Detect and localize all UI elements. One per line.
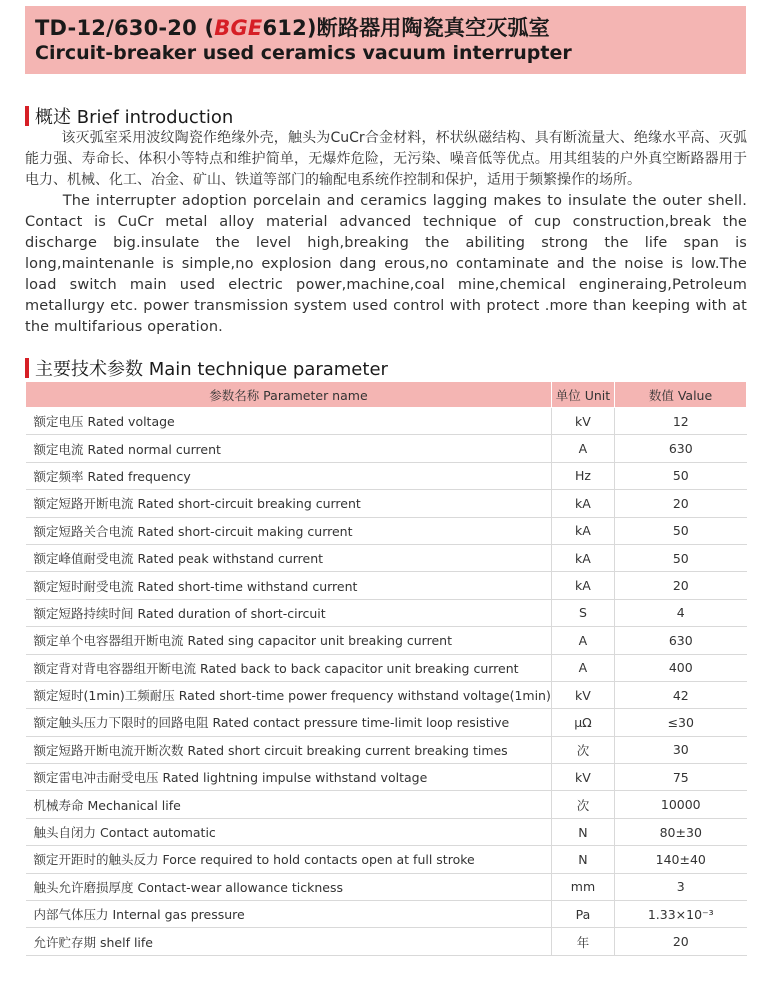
param-value-cell: 50 [615,544,747,571]
table-row [26,681,747,708]
table-row [26,572,747,599]
param-name-cell: 额定背对背电容器组开断电流 Rated back to back capacitor unit breaking current [26,654,552,681]
param-name-cell: 机械寿命 Mechanical life [26,791,552,818]
table-row [26,490,747,517]
param-unit-cell: Pa [551,901,614,928]
param-value-cell: 50 [615,517,747,544]
param-unit-cell: A [551,435,614,462]
brand-logo-text: BGE [214,16,263,40]
table-row [26,654,747,681]
intro-paragraph-cn: 该灭弧室采用波纹陶瓷作绝缘外壳，触头为CuCr合金材料，杯状纵磁结构、具有断流量大、绝缘水平高、灭弧能力强、寿命长、体积小等特点和维护简单，无爆炸危险，无污染、噪音低等优点。用其组装的户外真空断路器用于电力、机械、化工、冶金、矿山、铁道等部门的输配电系统作控制和保护，适用于频繁操作的场所。 [25,130,747,188]
table-row [26,873,747,900]
section-heading-brief [25,104,233,128]
param-value-cell: 10000 [615,791,747,818]
param-name-cell: 额定单个电容器组开断电流 Rated sing capacitor unit breaking current [26,627,552,654]
section-marker [25,106,29,126]
param-unit-cell: S [551,599,614,626]
table-row [26,764,747,791]
param-name-cell: 额定雷电冲击耐受电压 Rated lightning impulse withstand voltage [26,764,552,791]
param-name-cell: 额定电压 Rated voltage [26,408,552,435]
table-row [26,791,747,818]
table-header-row [26,382,747,408]
param-unit-cell: kV [551,408,614,435]
param-value-cell: 3 [615,873,747,900]
page-subtitle: Circuit-breaker used ceramics vacuum interrupter [35,42,572,64]
table-row [26,736,747,763]
param-value-cell: 140±40 [615,846,747,873]
param-unit-cell: kA [551,490,614,517]
section-heading-params [25,356,388,380]
table-body [26,408,747,956]
intro-paragraph-en: The interrupter adoption porcelain and ceramics lagging makes to insulate the outer shell. Contact is CuCr metal alloy material advanced technique of cup construction,break the discharge big.insulate the level high,breaking the abiliting strong the life span is long,maintenanle is simple,no explosion dang erous,no contaminate and the noise is low.The load switch main used electric power,machine,coal mine,chemical engineraing,Petroleum metallurgy etc. power transmission system used control with protect .more than keeping with at the multifarious operation. [25,193,747,335]
section-heading-label: 主要技术参数 Main technique parameter [35,359,388,380]
param-value-cell: 80±30 [615,818,747,845]
table-row [26,408,747,435]
param-unit-cell: 次 [551,736,614,763]
param-unit-cell: kA [551,517,614,544]
table-row [26,435,747,462]
table-row [26,846,747,873]
param-value-cell: 20 [615,928,747,955]
param-unit-cell: N [551,846,614,873]
section-marker [25,358,29,378]
param-unit-cell: 次 [551,791,614,818]
page-title [35,12,550,42]
param-unit-cell: A [551,627,614,654]
param-name-cell: 额定短时(1min)工频耐压 Rated short-time power frequency withstand voltage(1min) [26,681,552,708]
param-value-cell: 1.33×10⁻³ [615,901,747,928]
param-value-cell: 75 [615,764,747,791]
table-row [26,599,747,626]
param-value-cell: 4 [615,599,747,626]
param-name-cell: 触头自闭力 Contact automatic [26,818,552,845]
param-value-cell: 20 [615,572,747,599]
title-banner [25,6,746,74]
param-value-cell: 630 [615,435,747,462]
parameter-table [25,381,747,956]
param-name-cell: 内部气体压力 Internal gas pressure [26,901,552,928]
param-value-cell: 30 [615,736,747,763]
table-row [26,462,747,489]
table-row [26,818,747,845]
param-value-cell: 42 [615,681,747,708]
param-value-cell: ≤30 [615,709,747,736]
table-row [26,627,747,654]
param-unit-cell: μΩ [551,709,614,736]
title-prefix: TD-12/630-20 ( [35,16,215,40]
param-name-cell: 额定峰值耐受电流 Rated peak withstand current [26,544,552,571]
table-row [26,517,747,544]
param-value-cell: 20 [615,490,747,517]
param-name-cell: 额定触头压力下限时的回路电阻 Rated contact pressure time-limit loop resistive [26,709,552,736]
brief-introduction [25,128,747,338]
table-row [26,901,747,928]
param-unit-cell: kA [551,544,614,571]
param-name-cell: 额定短路关合电流 Rated short-circuit making current [26,517,552,544]
param-name-cell: 额定短路开断电流 Rated short-circuit breaking current [26,490,552,517]
param-name-cell: 额定短路开断电流开断次数 Rated short circuit breaking current breaking times [26,736,552,763]
param-unit-cell: mm [551,873,614,900]
param-name-cell: 额定短时耐受电流 Rated short-time withstand current [26,572,552,599]
param-name-cell: 额定电流 Rated normal current [26,435,552,462]
section-heading-label: 概述 Brief introduction [35,107,234,128]
param-name-cell: 允许贮存期 shelf life [26,928,552,955]
param-unit-cell: N [551,818,614,845]
param-name-cell: 触头允许磨损厚度 Contact-wear allowance tickness [26,873,552,900]
param-unit-cell: A [551,654,614,681]
param-name-cell: 额定开距时的触头反力 Force required to hold contacts open at full stroke [26,846,552,873]
column-header-parameter: 参数名称 Parameter name [26,382,552,408]
column-header-value: 数值 Value [615,382,747,408]
param-name-cell: 额定频率 Rated frequency [26,462,552,489]
title-suffix: 612)断路器用陶瓷真空灭弧室 [262,16,550,40]
param-unit-cell: Hz [551,462,614,489]
param-value-cell: 630 [615,627,747,654]
param-name-cell: 额定短路持续时间 Rated duration of short-circuit [26,599,552,626]
param-value-cell: 50 [615,462,747,489]
param-unit-cell: kV [551,764,614,791]
param-unit-cell: kV [551,681,614,708]
param-unit-cell: kA [551,572,614,599]
table-row [26,928,747,955]
table-row [26,544,747,571]
column-header-unit: 单位 Unit [551,382,614,408]
param-unit-cell: 年 [551,928,614,955]
param-value-cell: 400 [615,654,747,681]
table-row [26,709,747,736]
param-value-cell: 12 [615,408,747,435]
